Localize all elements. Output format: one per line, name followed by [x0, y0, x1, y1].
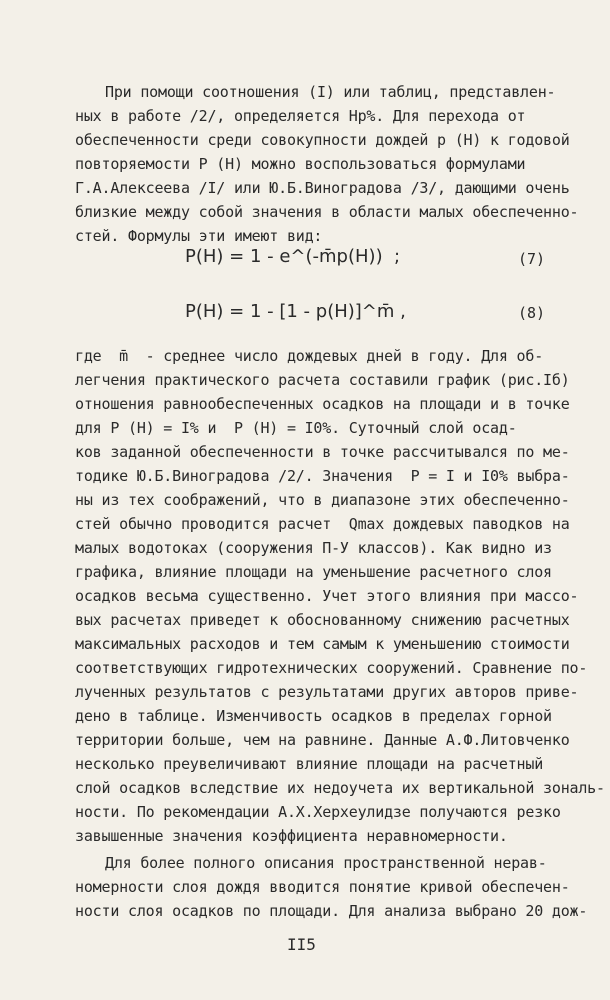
- text-line: где m̄ - среднее число дождевых дней в году. Для об-: [75, 347, 544, 365]
- text-line: Для более полного описания пространственной нерав-: [105, 854, 547, 872]
- text-line: ных в работе /2/, определяется Hр%. Для перехода от: [75, 107, 526, 125]
- text-line: ков заданной обеспеченности в точке рассчитывался по ме-: [75, 443, 570, 461]
- text-line: соответствующих гидротехнических сооружений. Сравнение по-: [75, 659, 588, 677]
- text-line: несколько преувеличивают влияние площади на расчетный: [75, 755, 544, 773]
- formula-8: P(H) = 1 - [1 - p(H)]^m̄ ,: [185, 301, 406, 322]
- text-line: максимальных расходов и тем самым к уменьшению стоимости: [75, 635, 570, 653]
- text-line: При помощи соотношения (I) или таблиц, представлен-: [105, 83, 556, 101]
- text-line: повторяемости P (H) можно воспользоваться формулами: [75, 155, 526, 173]
- text-line: дено в таблице. Изменчивость осадков в пределах горной: [75, 707, 552, 725]
- text-line: для P (H) = I% и P (H) = I0%. Суточный слой осад-: [75, 419, 517, 437]
- text-line: территории больше, чем на равнине. Данные А.Ф.Литовченко: [75, 731, 570, 749]
- text-line: тодике Ю.Б.Виноградова /2/. Значения P = I и I0% выбра-: [75, 467, 570, 485]
- text-line: завышенные значения коэффициента неравномерности.: [75, 827, 508, 845]
- text-line: близкие между собой значения в области малых обеспеченно-: [75, 203, 579, 221]
- text-line: стей. Формулы эти имеют вид:: [75, 227, 323, 245]
- text-line: ности. По рекомендации А.Х.Херхеулидзе получаются резко: [75, 803, 561, 821]
- text-line: слой осадков вследствие их недоучета их вертикальной зональ-: [75, 779, 605, 797]
- equation-number-7: (7): [518, 250, 546, 268]
- page-number: II5: [287, 935, 316, 954]
- equation-number-8: (8): [518, 304, 546, 322]
- text-line: Г.А.Алексеева /I/ или Ю.Б.Виноградова /3/, дающими очень: [75, 179, 570, 197]
- text-line: ности слоя осадков по площади. Для анализа выбрано 20 дож-: [75, 902, 588, 920]
- formula-7: P(H) = 1 - e^(-m̄p(H)) ;: [185, 246, 401, 267]
- text-line: вых расчетах приведет к обоснованному снижению расчетных: [75, 611, 570, 629]
- text-line: номерности слоя дождя вводится понятие кривой обеспечен-: [75, 878, 570, 896]
- text-line: стей обычно проводится расчет Qmax дождевых паводков на: [75, 515, 570, 533]
- text-line: малых водотоках (сооружения П-У классов). Как видно из: [75, 539, 552, 557]
- text-line: легчения практического расчета составили график (рис.Iб): [75, 371, 570, 389]
- text-line: лученных результатов с результатами других авторов приве-: [75, 683, 579, 701]
- text-line: графика, влияние площади на уменьшение расчетного слоя: [75, 563, 552, 581]
- text-line: ны из тех соображений, что в диапазоне этих обеспеченно-: [75, 491, 570, 509]
- text-line: обеспеченности среди совокупности дождей p (H) к годовой: [75, 131, 570, 149]
- text-line: отношения равнообеспеченных осадков на площади и в точке: [75, 395, 570, 413]
- text-line: осадков весьма существенно. Учет этого влияния при массо-: [75, 587, 579, 605]
